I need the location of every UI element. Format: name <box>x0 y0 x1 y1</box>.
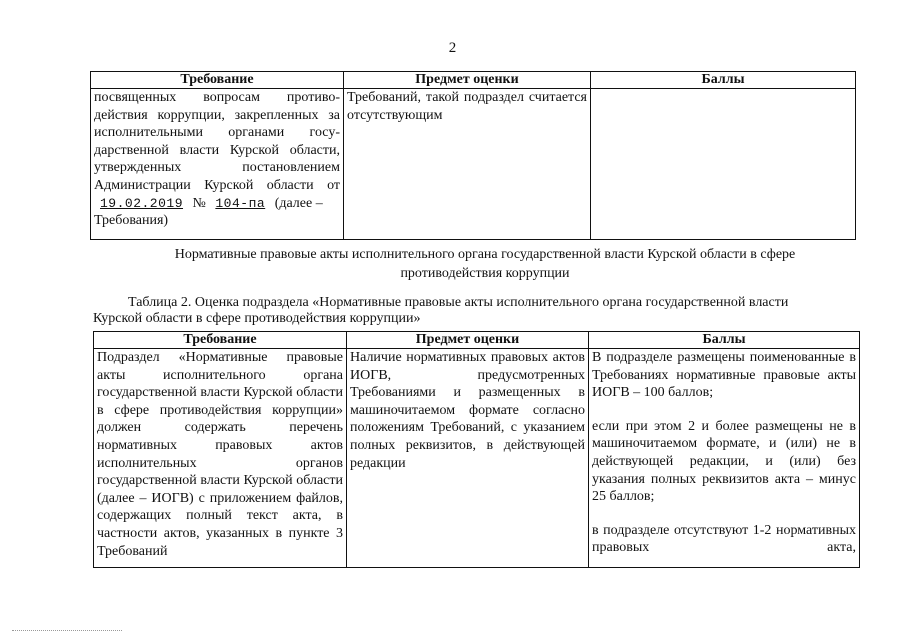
requirement-line: дарственной власти Курской области, <box>94 142 340 158</box>
requirements-table-continued <box>90 71 856 240</box>
requirement-line: Администрации Курской области от <box>94 177 340 193</box>
resolution-reference <box>94 195 340 213</box>
table-header-row <box>91 72 856 89</box>
resolution-date: 19.02.2019 <box>100 195 184 211</box>
requirement-cell: Подраздел «Нормативные правовые акты исполнительного органа государственной власти Курской области в сфере противодействия коррупции» должен содержать перечень нормативных правовых актов исполнительных органов государственной власти Курской области (далее – ИОГВ) с приложением файлов, содержащих полный текст акта, в частности актов, указанных в пункте 3 Требований <box>94 349 347 568</box>
number-sign: № <box>192 195 206 211</box>
header-score: Баллы <box>591 72 856 89</box>
paragraph-gap <box>592 506 856 522</box>
subject-cell: Требований, такой подраздел считается отсутствующим <box>344 89 591 240</box>
table-row <box>94 349 860 568</box>
table-header-row <box>94 332 860 349</box>
header-requirement: Требование <box>94 332 347 349</box>
resolution-tail: (далее – <box>274 195 323 211</box>
table-caption-line: Курской области в сфере противодействия коррупции» <box>93 311 421 326</box>
subject-cell: Наличие нормативных правовых актов ИОГВ, предусмотренных Требованиями и размещенных в машиночитаемом формате согласно положениям Требований, с указанием полных реквизитов, в действующей редакции <box>347 349 589 568</box>
header-score: Баллы <box>589 332 860 349</box>
score-cell <box>591 89 856 240</box>
requirement-line: действия коррупции, закрепленных за <box>94 107 340 123</box>
requirement-line: утвержденных постановлением <box>94 160 340 176</box>
paragraph-gap <box>592 402 856 418</box>
score-paragraph: если при этом 2 и более размещены не в машиночитаемом формате, и (или) не в действующей редакции, и (или) без указания полных реквизитов акта – минус 25 баллов; <box>592 418 856 505</box>
assessment-table-2 <box>93 331 860 568</box>
section-heading: Нормативные правовые акты исполнительного органа государственной власти Курской области в сфере противодействия коррупции <box>174 247 796 281</box>
table-caption-line: Таблица 2. Оценка подраздела «Нормативные правовые акты исполнительного органа государственной власти <box>128 295 789 310</box>
requirement-line: посвященных вопросам противо- <box>94 90 340 105</box>
header-subject: Предмет оценки <box>344 72 591 89</box>
resolution-number: 104-па <box>215 195 266 211</box>
requirement-line: исполнительными органами госу- <box>94 125 340 141</box>
requirement-cell <box>91 89 344 240</box>
score-paragraph: в подразделе отсутствуют 1-2 нормативных правовых акта, <box>592 522 856 556</box>
table-row <box>91 89 856 240</box>
score-paragraph: В подразделе размещены поименованные в Требованиях нормативные правовые акты ИОГВ – 100 баллов; <box>592 350 856 401</box>
score-cell <box>589 349 860 568</box>
header-requirement: Требование <box>91 72 344 89</box>
page-edge-mark <box>12 630 122 634</box>
requirement-line: Требования) <box>94 213 169 229</box>
table-caption <box>93 295 859 327</box>
page-number: 2 <box>448 40 457 56</box>
header-subject: Предмет оценки <box>347 332 589 349</box>
